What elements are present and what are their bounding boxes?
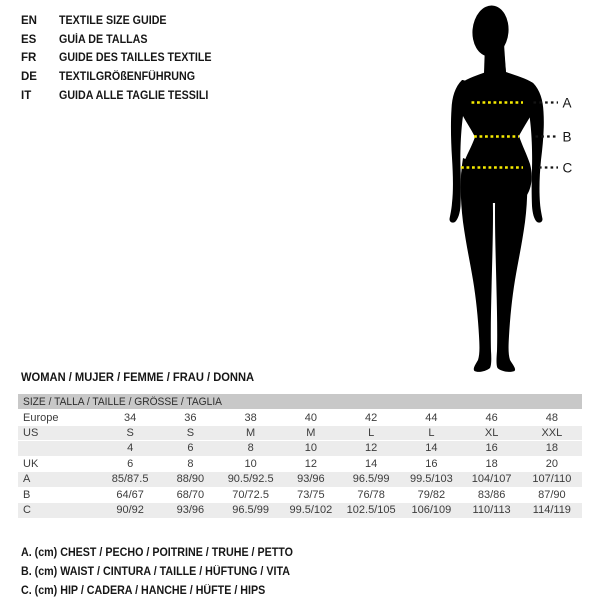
- table-cell: 114/119: [532, 504, 571, 517]
- legend-row-waist: [21, 562, 313, 581]
- table-cell: 38: [244, 411, 257, 424]
- table-cell: 42: [365, 411, 378, 424]
- table-cell: 18: [545, 442, 558, 455]
- table-cell: 48: [545, 411, 558, 424]
- table-cell: 44: [425, 411, 438, 424]
- table-cell: 90/92: [116, 504, 144, 517]
- language-code: EN: [21, 15, 37, 28]
- table-cell: 93/96: [297, 473, 325, 486]
- legend-text: A. (cm) CHEST / PECHO / POITRINE / TRUHE / PETTO: [21, 546, 293, 559]
- table-row-hip: [18, 503, 582, 519]
- table-cell: 90.5/92.5: [227, 473, 274, 486]
- table-cell: 107/110: [532, 473, 572, 486]
- language-title: GUIDA ALLE TAGLIE TESSILI: [59, 89, 209, 102]
- waist-marker-label: B: [562, 129, 572, 145]
- language-row-fr: [21, 49, 223, 68]
- table-cell: L: [368, 426, 375, 439]
- table-cell: 99.5/103: [409, 473, 453, 486]
- language-code: ES: [21, 33, 37, 46]
- legend-text: B. (cm) WAIST / CINTURA / TAILLE / HÜFTUNG / VITA: [21, 565, 290, 578]
- table-cell: 4: [127, 442, 134, 455]
- table-row-us-numbers: [18, 441, 582, 457]
- table-header-bar: [18, 394, 582, 409]
- table-cell: 87/90: [538, 489, 566, 502]
- table-cell: 40: [304, 411, 317, 424]
- language-code: IT: [21, 89, 32, 102]
- table-cell: M: [306, 426, 316, 439]
- table-row-label: B: [23, 489, 31, 502]
- table-row-label: A: [23, 473, 31, 486]
- table-cell: 8: [247, 442, 254, 455]
- left-leg-shape: [461, 158, 493, 372]
- language-title: GUÍA DE TALLAS: [59, 33, 148, 46]
- language-row-it: [21, 86, 223, 105]
- table-cell: 85/87.5: [111, 473, 149, 486]
- table-cell: 8: [187, 458, 194, 471]
- silhouette-shapes: [450, 4, 544, 372]
- table-cell: S: [186, 426, 195, 439]
- table-cell: XL: [484, 426, 499, 439]
- table-row-label: US: [23, 426, 39, 439]
- table-cell: 6: [127, 458, 134, 471]
- table-cell: 12: [304, 458, 317, 471]
- table-cell: 16: [425, 458, 438, 471]
- size-table: [18, 394, 582, 519]
- table-cell: 68/70: [176, 489, 205, 502]
- table-cell: 14: [425, 442, 438, 455]
- hip-marker-label: C: [562, 160, 573, 176]
- table-cell: 64/67: [116, 489, 144, 502]
- table-cell: 14: [365, 458, 378, 471]
- language-title-list: [21, 12, 223, 105]
- legend-text: C. (cm) HIP / CADERA / HANCHE / HÜFTE / HIPS: [21, 584, 266, 597]
- language-code: FR: [21, 52, 37, 65]
- right-leg-shape: [495, 158, 527, 372]
- language-title: GUIDE DES TAILLES TEXTILE: [59, 52, 212, 65]
- table-cell: 73/75: [297, 489, 325, 502]
- table-cell: 110/113: [472, 504, 511, 517]
- table-cell: 102.5/105: [346, 504, 396, 517]
- legend-row-hip: [21, 581, 313, 600]
- legend-row-chest: [21, 543, 313, 562]
- table-row-label: Europe: [23, 411, 59, 424]
- table-cell: 83/86: [477, 489, 506, 502]
- table-row-waist: [18, 488, 582, 504]
- table-row-label: C: [23, 504, 31, 517]
- table-cell: L: [428, 426, 435, 439]
- table-cell: 76/78: [357, 489, 385, 502]
- woman-silhouette-svg: [400, 0, 600, 390]
- table-cell: 18: [485, 458, 498, 471]
- table-cell: 88/90: [176, 473, 205, 486]
- table-cell: 46: [485, 411, 498, 424]
- chest-marker-label: A: [562, 95, 572, 111]
- table-cell: 36: [184, 411, 197, 424]
- table-cell: 70/72.5: [232, 489, 269, 502]
- table-cell: 20: [545, 458, 558, 471]
- section-title-text: WOMAN / MUJER / FEMME / FRAU / DONNA: [21, 370, 255, 384]
- table-cell: 10: [304, 442, 317, 455]
- language-row-es: [21, 31, 223, 50]
- table-row-uk: [18, 457, 582, 473]
- table-cell: 93/96: [176, 504, 205, 517]
- language-title: TEXTILGRÖßENFÜHRUNG: [59, 71, 196, 84]
- table-cell: XXL: [541, 426, 563, 439]
- table-row-label: UK: [23, 458, 39, 471]
- table-cell: 96.5/99: [352, 473, 390, 486]
- table-cell: 16: [485, 442, 498, 455]
- table-row-chest: [18, 472, 582, 488]
- table-cell: S: [126, 426, 134, 439]
- table-cell: 106/109: [411, 504, 452, 517]
- table-cell: 34: [124, 411, 137, 424]
- table-row-europe: [18, 410, 582, 426]
- language-title: TEXTILE SIZE GUIDE: [59, 15, 167, 28]
- language-row-de: [21, 68, 223, 87]
- table-cell: 12: [365, 442, 378, 455]
- table-cell: 104/107: [471, 473, 512, 486]
- language-code: DE: [21, 71, 37, 84]
- table-cell: 96.5/99: [232, 504, 269, 517]
- section-title: [21, 370, 272, 384]
- table-cell: 6: [187, 442, 194, 455]
- table-cell: 79/82: [417, 489, 446, 502]
- table-cell: 99.5/102: [289, 504, 333, 517]
- table-cell: M: [246, 426, 256, 439]
- woman-silhouette-figure: [400, 0, 600, 390]
- table-header-text: SIZE / TALLA / TAILLE / GRÖSSE / TAGLIA: [23, 395, 223, 408]
- table-row-us-letters: [18, 426, 582, 442]
- measure-legend: [21, 543, 313, 600]
- table-cell: 10: [244, 458, 257, 471]
- language-row-en: [21, 12, 223, 31]
